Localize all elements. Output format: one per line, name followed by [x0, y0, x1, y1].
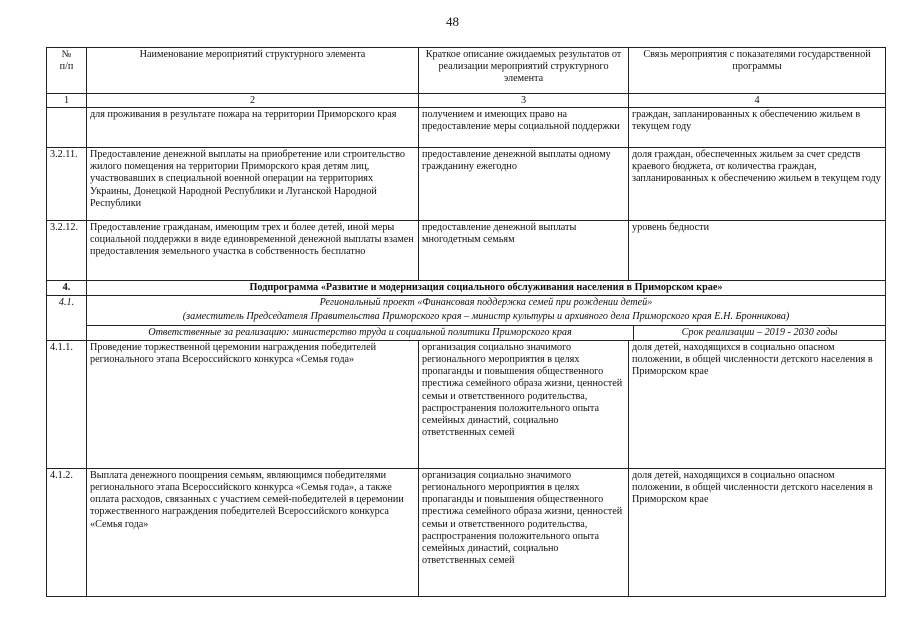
- header-name: Наименование мероприятий структурного элемента: [87, 48, 419, 94]
- row-num: 4.1.2.: [47, 468, 87, 596]
- project-row: [47, 296, 886, 341]
- row-name: Предоставление гражданам, имеющим трех и более детей, иной меры социальной поддержки в виде единовременной денежной выплаты взамен предоставления земельного участка в собственность бесплатно: [87, 221, 419, 281]
- row-name: Предоставление денежной выплаты на приобретение или строительство жилого помещения на территории Приморского края детям лиц, участвовавших в специальной военной операции на территориях Украины, Донецкой Народной Республики и Луганской Народной Республики: [87, 148, 419, 221]
- row-desc: предоставление денежной выплаты одному гражданину ежегодно: [419, 148, 629, 221]
- row-link: доля детей, находящихся в социально опасном положении, в общей численности детского населения в Приморском крае: [629, 340, 886, 468]
- row-link: уровень бедности: [629, 221, 886, 281]
- row-name: для проживания в результате пожара на территории Приморского края: [87, 108, 419, 148]
- project-curator: (заместитель Председателя Правительства Приморского края – министр культуры и архивного дела Приморского края Е.Н. Бронникова): [87, 310, 885, 325]
- row-desc: предоставление денежной выплаты многодетным семьям: [419, 221, 629, 281]
- row-desc: организация социально значимого регионального мероприятия в целях пропаганды и повышения общественного престижа семейного образа жизни, ценностей семьи и ответственного родительства, распространения положительного опыта семейных династий, социально ответственных семей: [419, 340, 629, 468]
- row-desc: получением и имеющих право на предоставление меры социальной поддержки: [419, 108, 629, 148]
- project-meta: [87, 326, 885, 340]
- project-term: Срок реализации – 2019 - 2030 годы: [681, 326, 838, 338]
- subprogram-title: Подпрограмма «Развитие и модернизация социального обслуживания населения в Приморском крае»: [87, 281, 886, 296]
- table-row: [47, 108, 886, 148]
- header-desc: Краткое описание ожидаемых результатов от реализации мероприятий структурного элемента: [419, 48, 629, 94]
- project-responsible: Ответственные за реализацию: министерство труда и социальной политики Приморского края: [87, 326, 634, 340]
- row-link: доля граждан, обеспеченных жильем за счет средств краевого бюджета, от количества граждан, запланированных к обеспечению жильем в текущем году: [629, 148, 886, 221]
- row-link: граждан, запланированных к обеспечению жильем в текущем году: [629, 108, 886, 148]
- row-num: 3.2.12.: [47, 221, 87, 281]
- header-num: № п/п: [47, 48, 87, 94]
- table-header-row: [47, 48, 886, 94]
- project-num: 4.1.: [47, 296, 87, 341]
- measures-table: [46, 47, 886, 597]
- header-link: Связь мероприятия с показателями государственной программы: [629, 48, 886, 94]
- project-block: [87, 296, 886, 341]
- table-row: [47, 340, 886, 468]
- row-desc: организация социально значимого регионального мероприятия в целях пропаганды и повышения общественного престижа семейного образа жизни, ценностей семьи и ответственного родительства, распространения положительного опыта семейных династий, социально ответственных семей: [419, 468, 629, 596]
- colnum-4: 4: [629, 94, 886, 108]
- row-link: доля детей, находящихся в социально опасном положении, в общей численности детского населения в Приморском крае: [629, 468, 886, 596]
- column-numbers-row: [47, 94, 886, 108]
- project-title: Региональный проект «Финансовая поддержка семей при рождении детей»: [319, 297, 653, 309]
- page-number: 48: [446, 14, 459, 29]
- table-row: [47, 221, 886, 281]
- row-name: Проведение торжественной церемонии награждения победителей регионального этапа Всероссийского конкурса «Семья года»: [87, 340, 419, 468]
- subprogram-num: 4.: [47, 281, 87, 296]
- colnum-1: 1: [47, 94, 87, 108]
- row-num: 3.2.11.: [47, 148, 87, 221]
- row-num: 4.1.1.: [47, 340, 87, 468]
- row-num: [47, 108, 87, 148]
- colnum-2: 2: [87, 94, 419, 108]
- subprogram-row: [47, 281, 886, 296]
- colnum-3: 3: [419, 94, 629, 108]
- table-row: [47, 468, 886, 596]
- row-name: Выплата денежного поощрения семьям, являющимся победителями регионального этапа Всероссийского конкурса «Семья года», а также оплата расходов, связанных с участием семей-победителей в церемонии торжественного награждения победителей Всероссийского конкурса «Семья года»: [87, 468, 419, 596]
- table-row: [47, 148, 886, 221]
